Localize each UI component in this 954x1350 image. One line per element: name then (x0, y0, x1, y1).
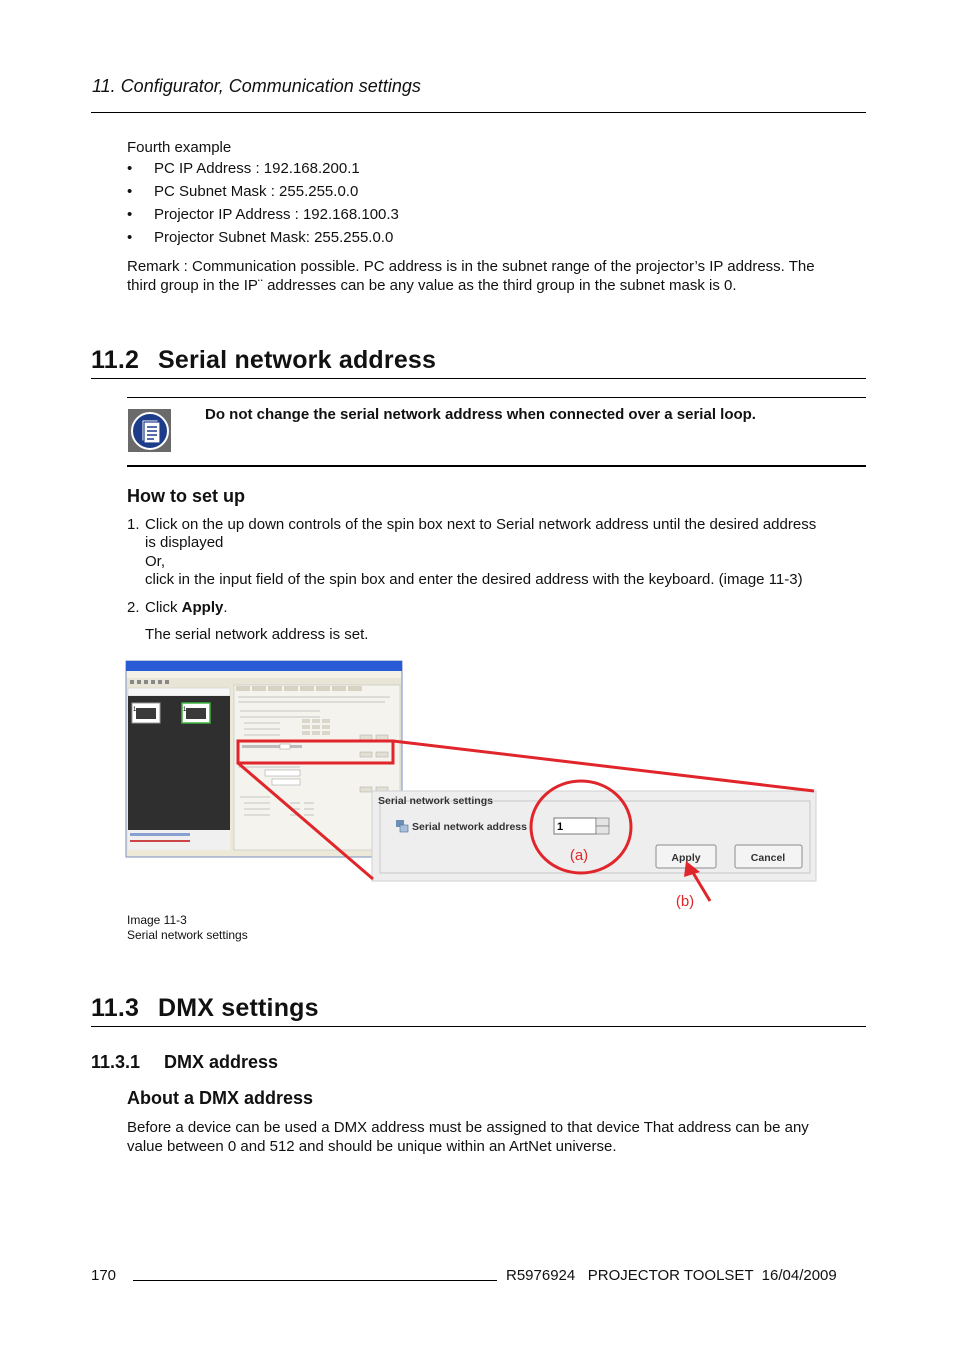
step-1-or: Or, (145, 553, 166, 570)
step-2-result: The serial network address is set. (145, 626, 369, 643)
step-2-apply-keyword: Apply (181, 599, 224, 616)
serial-network-screenshot (120, 655, 825, 915)
ip-bullet-list (127, 160, 399, 252)
step-2-number: 2. (127, 599, 140, 616)
annotation-b: (b) (675, 893, 695, 910)
running-header: 11. Configurator, Communication settings (92, 76, 421, 96)
note-bottom-rule (127, 465, 866, 467)
thumb-label-2: 1 (183, 707, 187, 713)
note-top-rule (127, 397, 866, 398)
cancel-button-label: Cancel (750, 852, 786, 864)
section-rule (91, 378, 866, 379)
annotation-a: (a) (569, 847, 589, 864)
howto-heading: How to set up (127, 486, 245, 506)
serial-address-input[interactable]: 1 (557, 821, 564, 833)
list-item: • PC Subnet Mask : 255.255.0.0 (127, 183, 399, 206)
list-item: • PC IP Address : 192.168.200.1 (127, 160, 399, 183)
serial-network-settings-panel (372, 791, 816, 881)
about-dmx-line-2: value between 0 and 512 and should be unique within an ArtNet universe. (127, 1138, 617, 1155)
note-text: Do not change the serial network address when connected over a serial loop. (205, 406, 756, 423)
section-number: 11.2 (91, 346, 140, 374)
subsection-title: DMX address (164, 1052, 279, 1072)
spin-up-button[interactable] (596, 818, 609, 826)
serial-address-spinbox[interactable] (554, 818, 609, 834)
step-2-suffix: . (223, 599, 228, 616)
about-dmx-heading: About a DMX address (127, 1088, 314, 1108)
note-icon (128, 409, 171, 452)
zoom-line-top (393, 741, 814, 791)
section-number: 11.3 (91, 994, 140, 1022)
header-rule (91, 112, 866, 113)
remark-line-2: third group in the IP¨ addresses can be any value as the third group in the subnet mask is 0. (127, 277, 737, 294)
subsection-number: 11.3.1 (91, 1052, 141, 1072)
list-item: • Projector IP Address : 192.168.100.3 (127, 206, 399, 229)
section-heading-11-2 (91, 346, 436, 375)
example-title: Fourth example (127, 139, 232, 156)
remark-line-1: Remark : Communication possible. PC address is in the subnet range of the projector’s IP address. The (127, 258, 815, 275)
footer-rule (133, 1280, 497, 1281)
section-heading-11-3 (91, 994, 319, 1023)
app-window (126, 661, 402, 857)
thumb-label-1: 1 (133, 707, 137, 713)
step-1-line-1: Click on the up down controls of the spin box next to Serial network address until the desired address (145, 516, 817, 533)
step-1-number: 1. (127, 516, 140, 533)
section-rule (91, 1026, 866, 1027)
serial-network-address-label: Serial network address (412, 821, 527, 833)
spin-down-button[interactable] (596, 826, 609, 834)
group-title: Serial network settings (378, 795, 493, 807)
step-1-line-3: click in the input field of the spin box and enter the desired address with the keyboard. (image 11-3) (145, 571, 803, 588)
figure-caption-title: Serial network settings (127, 928, 248, 942)
page-number: 170 (91, 1267, 117, 1284)
apply-button-label: Apply (671, 852, 701, 864)
footer-doc-info: R5976924 PROJECTOR TOOLSET 16/04/2009 (506, 1267, 837, 1284)
about-dmx-line-1: Before a device can be used a DMX address must be assigned to that device That address can be any (127, 1119, 809, 1136)
step-2-prefix: Click (145, 599, 182, 616)
step-2-text (145, 599, 228, 617)
section-title: Serial network address (158, 346, 437, 374)
section-title: DMX settings (158, 994, 319, 1022)
figure-caption-number: Image 11-3 (127, 913, 187, 927)
list-item: • Projector Subnet Mask: 255.255.0.0 (127, 229, 399, 252)
cancel-button[interactable] (735, 845, 802, 868)
subsection-heading-11-3-1 (91, 1052, 278, 1073)
step-1-line-2: is displayed (145, 534, 224, 551)
